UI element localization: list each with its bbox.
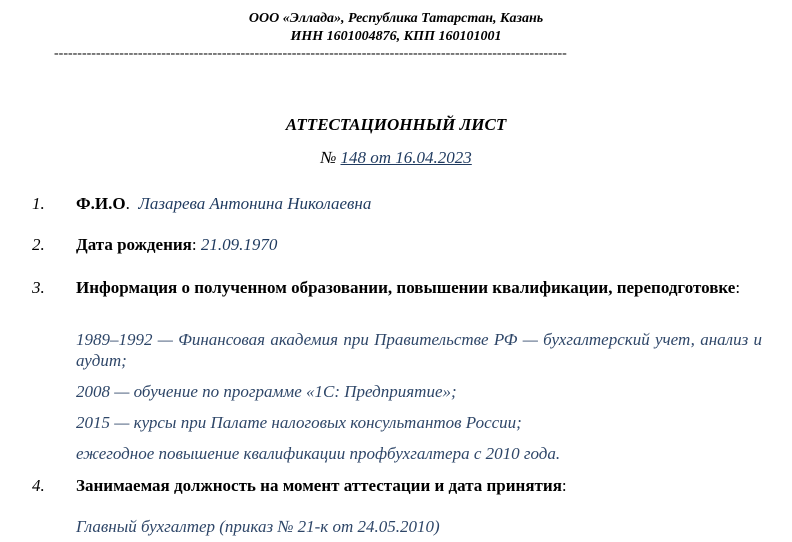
item-separator: : [191,235,197,254]
item-label: Занимаемая должность на момент аттестации и дата принятия [76,476,562,495]
header-divider: -------------------------------------------------------------------------------------------------------------- [54,46,567,61]
education-entry: ежегодное повышение квалификации профбухгалтера с 2010 года. [76,444,561,463]
item-birthdate [76,234,762,255]
item-separator: : [561,476,567,495]
education-entry: 1989–1992 — Финансовая академия при Правительстве РФ — бухгалтерский учет, анализ и аудит; [76,330,762,370]
item-education [76,277,762,298]
education-entry: 2015 — курсы при Палате налоговых консультантов России; [76,413,522,432]
item-position [76,475,762,496]
item-separator: . [125,194,130,213]
item-value: Лазарева Антонина Николаевна [138,194,372,213]
item-fio [76,193,762,214]
item-separator: : [735,278,741,297]
item-label: Информация о полученном образовании, повышении квалификации, переподготовке [76,278,736,297]
education-entry: 2008 — обучение по программе «1С: Предприятие»; [76,382,457,401]
position-entry: Главный бухгалтер (приказ № 21-к от 24.05.2010) [76,517,440,536]
number-value: 148 от 16.04.2023 [340,148,472,167]
item-number: 3. [32,278,45,297]
organization-tax-ids-line: ИНН 1601004876, КПП 160101001 [290,29,502,44]
organization-header [0,10,792,46]
document-title: АТТЕСТАЦИОННЫЙ ЛИСТ [285,115,507,134]
item-number: 4. [32,476,45,495]
organization-name-line: ООО «Эллада», Республика Татарстан, Казань [248,11,544,26]
item-number: 1. [32,194,45,213]
document-number [0,148,792,168]
item-number: 2. [32,235,45,254]
item-label: Дата рождения [76,235,192,254]
item-value: 21.09.1970 [200,235,278,254]
number-prefix: № [320,148,337,167]
item-label: Ф.И.О [76,194,126,213]
